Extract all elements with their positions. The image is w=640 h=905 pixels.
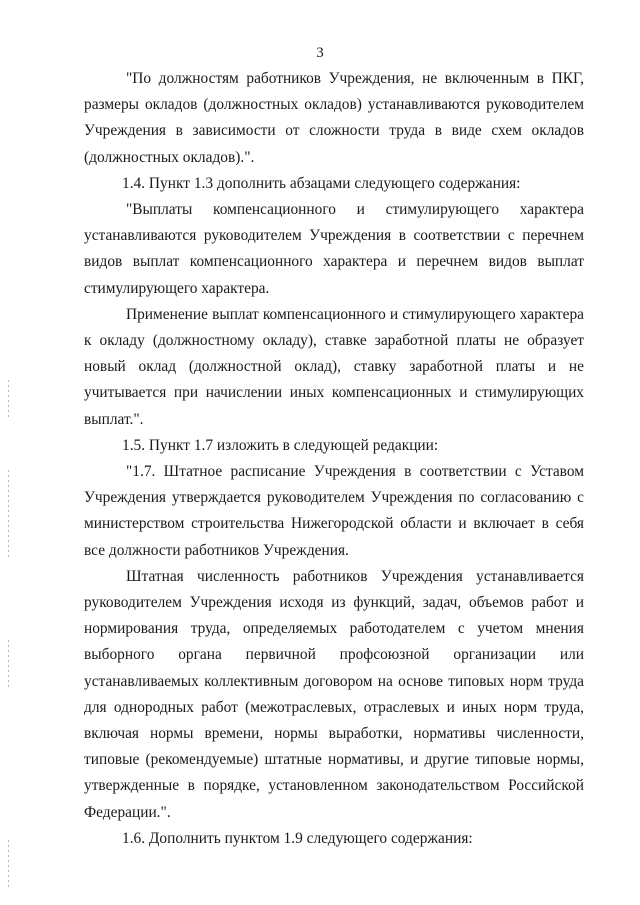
paragraph-item-1-6: 1.6. Дополнить пунктом 1.9 следующего содержания: bbox=[122, 829, 473, 847]
paragraph-quote-1-7: "1.7. Штатное расписание Учреждения в соответствии с Уставом Учреждения утверждается руководителем Учреждения по согласованию с министерством строительства Нижегородской области и включает в себя все должности работников Учреждения. bbox=[84, 463, 584, 559]
paragraph-staff-number: Штатная численность работников Учреждения устанавливается руководителем Учреждения исходя из функций, задач, объемов работ и нормирования труда, определяемых работодателем с учетом мнения выборного органа первичной профсоюзной организации или устанавливаемых коллективным договором на основе типовых норм труда для однородных работ (межотраслевых, отраслевых и иных норм труда, включая нормы времени, нормы выработки, нормативы численности, типовые (рекомендуемые) штатные нормативы, и другие типовые нормы, утвержденные в порядке, установленном законодательством Российской Федерации.". bbox=[84, 567, 584, 821]
paragraph-application-of-payments: Применение выплат компенсационного и стимулирующего характера к окладу (должностному окладу), ставке заработной платы не образует новый оклад (должностной оклад), ставку заработной платы и не учитывается при начислении иных компенсационных и стимулирующих выплат.". bbox=[84, 305, 584, 428]
scan-margin-mark bbox=[8, 470, 9, 560]
scan-margin-mark bbox=[8, 840, 9, 890]
paragraph-quote-payments: "Выплаты компенсационного и стимулирующего характера устанавливаются руководителем Учреждения в соответствии с перечнем видов выплат компенсационного характера и перечнем видов выплат стимулирующего характера. bbox=[84, 201, 584, 297]
document-body bbox=[84, 66, 584, 852]
scan-margin-mark bbox=[8, 380, 9, 420]
paragraph-item-1-4: 1.4. Пункт 1.3 дополнить абзацами следующего содержания: bbox=[122, 174, 521, 192]
scan-margin-mark bbox=[8, 640, 9, 690]
paragraph-quote-pkg: "По должностям работников Учреждения, не включенным в ПКГ, размеры окладов (должностных окладов) устанавливаются руководителем Учреждения в зависимости от сложности труда в виде схем окладов (должностных окладов).". bbox=[84, 70, 584, 166]
page-number: 3 bbox=[316, 45, 324, 61]
paragraph-item-1-5: 1.5. Пункт 1.7 изложить в следующей редакции: bbox=[122, 436, 439, 454]
